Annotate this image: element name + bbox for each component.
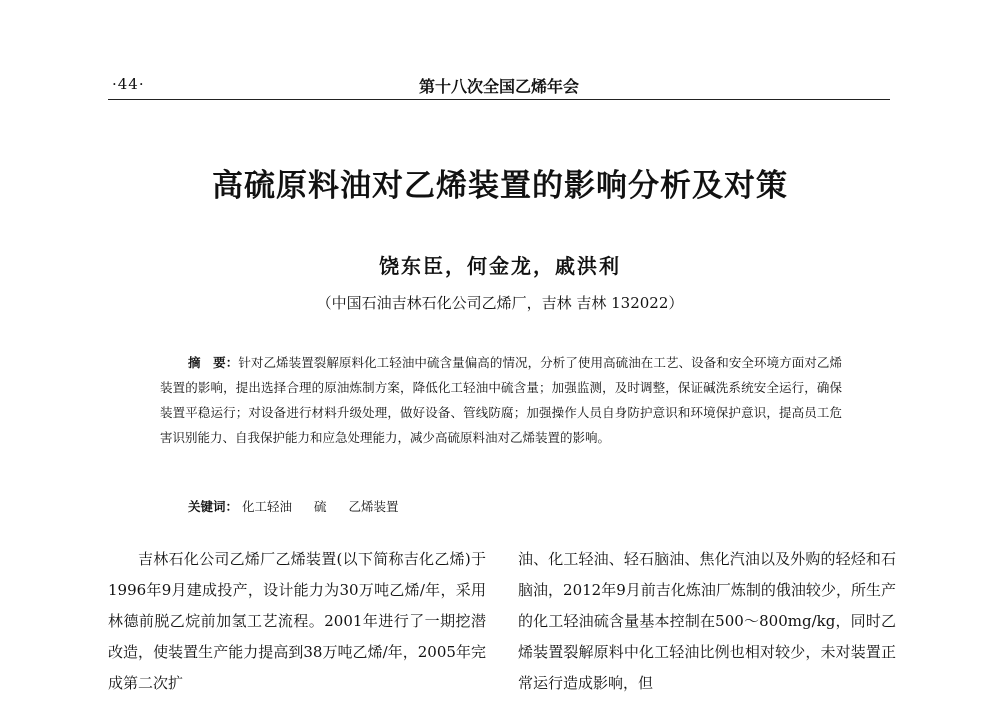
keywords-label: 关键词： bbox=[188, 499, 239, 514]
abstract-text: 针对乙烯装置裂解原料化工轻油中硫含量偏高的情况，分析了使用高硫油在工艺、设备和安全环境方面对乙烯装置的影响，提出选择合理的原油炼制方案，降低化工轻油中硫含量；加强监测，及时调整，保证碱洗系统安全运行，确保装置平稳运行；对设备进行材料升级处理，做好设备、管线防腐；加强操作人员自身防护意识和环境保护意识，提高员工危害识别能力、自我保护能力和应急处理能力，减少高硫原料油对乙烯装置的影响。 bbox=[160, 355, 842, 445]
journal-title: 第十八次全国乙烯年会 bbox=[418, 77, 579, 96]
abstract bbox=[160, 350, 842, 450]
page-number: ·44· bbox=[112, 75, 145, 93]
keyword: 硫 bbox=[314, 499, 327, 514]
keywords bbox=[188, 497, 417, 515]
running-header bbox=[108, 73, 890, 100]
authors: 饶东臣，何金龙，戚洪利 bbox=[379, 254, 621, 278]
keyword: 乙烯装置 bbox=[348, 499, 399, 514]
body-right-column: 油、化工轻油、轻石脑油、焦化汽油以及外购的轻烃和石脑油，2012年9月前吉化炼油厂炼制的俄油较少，所生产的化工轻油硫含量基本控制在500～800mg/kg，同时乙烯装置裂解原料中化工轻油比例也相对较少，未对装置正常运行造成影响，但 bbox=[518, 550, 896, 692]
body-left-column: 吉林石化公司乙烯厂乙烯装置(以下简称吉化乙烯)于1996年9月建成投产，设计能力为30万吨乙烯/年，采用林德前脱乙烷前加氢工艺流程。2001年进行了一期挖潜改造，使装置生产能力提高到38万吨乙烯/年，2005年完成第二次扩 bbox=[108, 550, 486, 692]
keyword: 化工轻油 bbox=[242, 499, 293, 514]
abstract-label: 摘 要： bbox=[188, 355, 239, 370]
paper-title: 高硫原料油对乙烯装置的影响分析及对策 bbox=[212, 168, 788, 204]
affiliation: （中国石油吉林石化公司乙烯厂，吉林 吉林 132022） bbox=[316, 294, 684, 312]
